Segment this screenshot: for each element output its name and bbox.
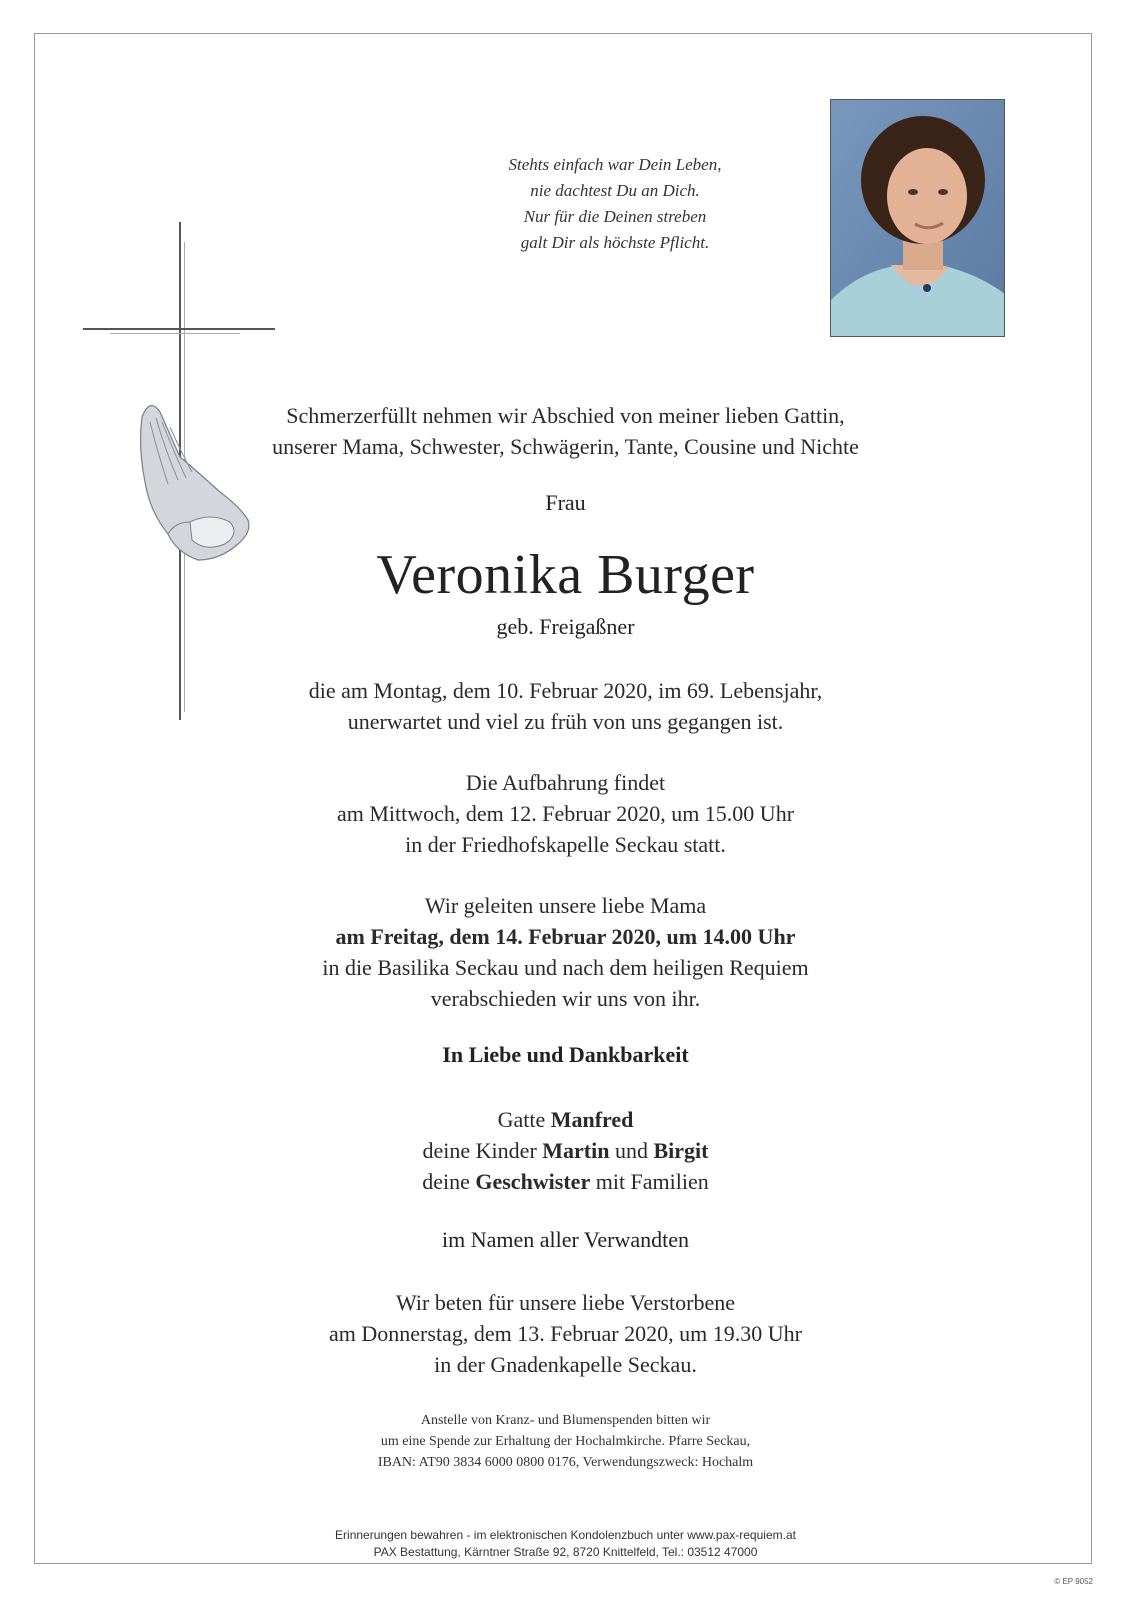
template-code: © EP 9052 (1054, 1577, 1093, 1586)
prayer-line: in der Gnadenkapelle Seckau. (434, 1352, 697, 1377)
family-husband (0, 1104, 1131, 1135)
death-line: die am Montag, dem 10. Februar 2020, im 69. Lebensjahr, (308, 678, 823, 703)
relatives-text: im Namen aller Verwandten (441, 1227, 689, 1252)
poem-line: galt Dir als höchste Pflicht. (520, 233, 710, 252)
donation-notice (0, 1410, 1131, 1473)
donation-line: um eine Spende zur Erhaltung der Hochalmkirche. Pfarre Seckau, (380, 1434, 751, 1449)
children-prefix: deine Kinder (422, 1138, 537, 1163)
child-name: Birgit (653, 1138, 709, 1163)
closing-text: In Liebe und Dankbarkeit (442, 1042, 689, 1067)
funeral-notice (0, 890, 1131, 1014)
deceased-name: Veronika Burger (376, 544, 755, 606)
intro-line: unserer Mama, Schwester, Schwägerin, Tante, Cousine und Nichte (272, 434, 859, 459)
prayer-notice (0, 1287, 1131, 1380)
death-line: unerwartet und viel zu früh von uns gegangen ist. (347, 709, 784, 734)
intro-text (0, 400, 1131, 462)
wake-notice (0, 767, 1131, 860)
family-siblings (0, 1166, 1131, 1197)
donation-line: IBAN: AT90 3834 6000 0800 0176, Verwendungszweck: Hochalm (377, 1455, 754, 1470)
poem-line: Nur für die Deinen streben (523, 207, 707, 226)
poem (400, 152, 830, 256)
wake-line: in der Friedhofskapelle Seckau statt. (405, 832, 726, 857)
funeral-line: in die Basilika Seckau und nach dem heiligen Requiem (322, 955, 809, 980)
husband-name: Manfred (550, 1107, 634, 1132)
child-name: Martin (542, 1138, 610, 1163)
cross-icon (80, 222, 280, 727)
footer (0, 1527, 1131, 1561)
siblings-prefix: deine (422, 1169, 470, 1194)
prayer-line: am Donnerstag, dem 13. Februar 2020, um 19.30 Uhr (329, 1321, 802, 1346)
poem-line: nie dachtest Du an Dich. (530, 181, 700, 200)
funeral-line: Wir geleiten unsere liebe Mama (424, 893, 707, 918)
children-and: und (614, 1138, 648, 1163)
funeral-line: verabschieden wir uns von ihr. (430, 986, 701, 1011)
salutation: Frau (545, 490, 586, 515)
wake-line: am Mittwoch, dem 12. Februar 2020, um 15.00 Uhr (336, 801, 795, 826)
wake-line: Die Aufbahrung findet (465, 770, 666, 795)
prayer-line: Wir beten für unsere liebe Verstorbene (396, 1290, 735, 1315)
poem-line: Stehts einfach war Dein Leben, (508, 155, 722, 174)
siblings-label: Geschwister (475, 1169, 591, 1194)
portrait-photo (830, 99, 1005, 337)
death-notice (0, 675, 1131, 737)
funeral-date: am Freitag, dem 14. Februar 2020, um 14.00 Uhr (335, 924, 796, 949)
husband-prefix: Gatte (497, 1107, 546, 1132)
donation-line: Anstelle von Kranz- und Blumenspenden bitten wir (420, 1413, 711, 1428)
footer-line: PAX Bestattung, Kärntner Straße 92, 8720 Knittelfeld, Tel.: 03512 47000 (373, 1545, 758, 1559)
birth-name: geb. Freigaßner (496, 614, 635, 639)
family-list (0, 1104, 1131, 1197)
siblings-suffix: mit Familien (595, 1169, 709, 1194)
footer-line: Erinnerungen bewahren - im elektronischen Kondolenzbuch unter www.pax-requiem.at (335, 1528, 796, 1542)
family-children (0, 1135, 1131, 1166)
intro-line: Schmerzerfüllt nehmen wir Abschied von meiner lieben Gattin, (286, 403, 845, 428)
